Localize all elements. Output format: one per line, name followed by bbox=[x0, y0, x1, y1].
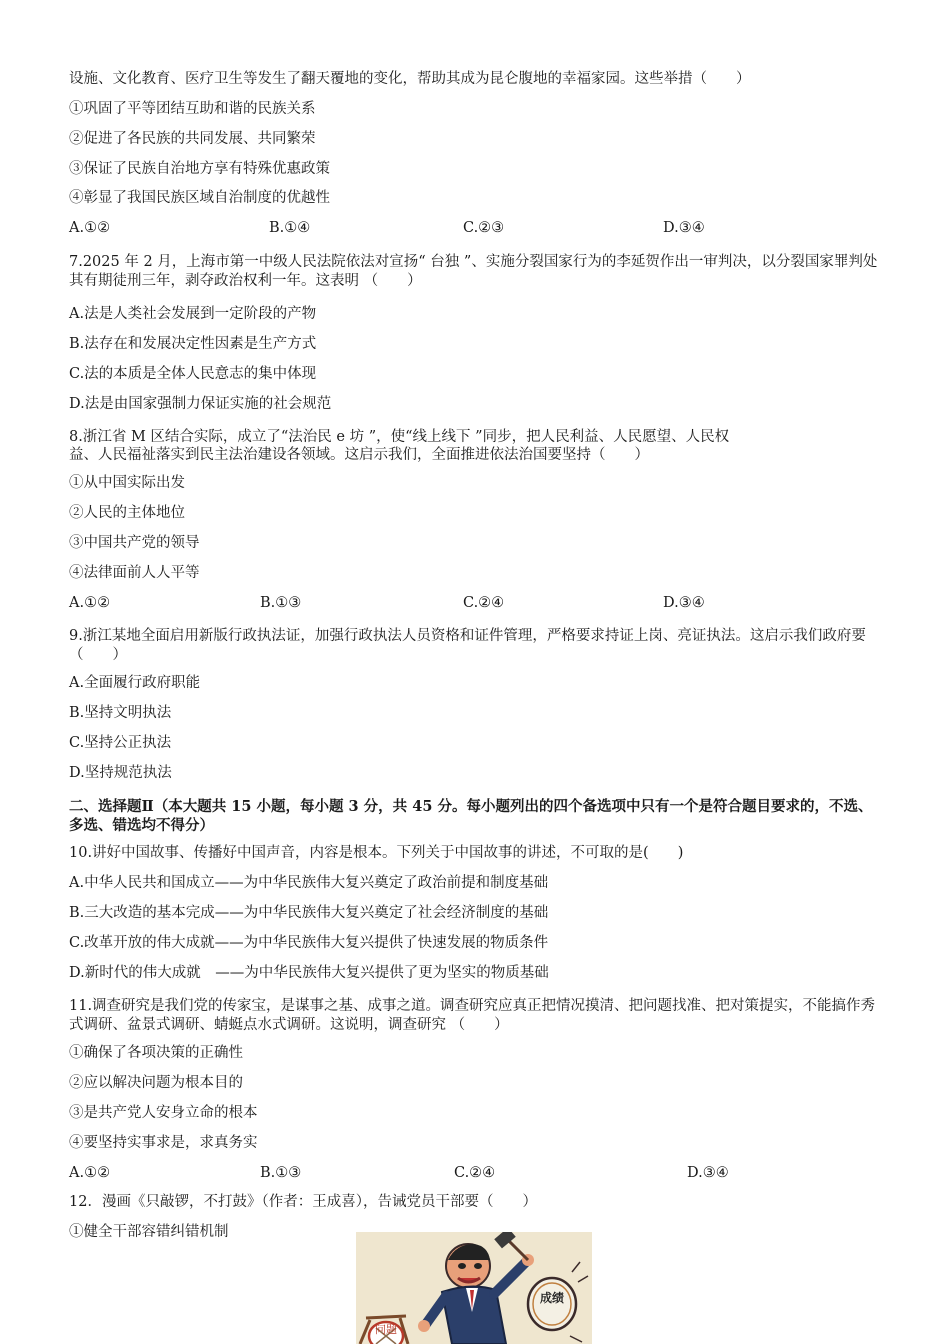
q10-option-a[interactable]: A.中华人民共和国成立——为中华民族伟大复兴奠定了政治前提和制度基础 bbox=[69, 875, 549, 891]
q10-option-b[interactable]: B.三大改造的基本完成——为中华民族伟大复兴奠定了社会经济制度的基础 bbox=[69, 905, 549, 921]
q9-option-a[interactable]: A.全面履行政府职能 bbox=[69, 675, 201, 691]
q7-option-b[interactable]: B.法存在和发展决定性因素是生产方式 bbox=[69, 336, 317, 352]
q9-option-d[interactable]: D.坚持规范执法 bbox=[69, 765, 172, 781]
q7-option-c[interactable]: C.法的本质是全体人民意志的集中体现 bbox=[69, 366, 317, 382]
q8-statement-2: ②人民的主体地位 bbox=[69, 505, 185, 521]
q12-stem: 12．漫画《只敲锣，不打鼓》（作者：王成喜），告诫党员干部要（ ） bbox=[69, 1194, 537, 1210]
q6-statement-1: ①巩固了平等团结互助和谐的民族关系 bbox=[69, 101, 316, 117]
q8-statement-4: ④法律面前人人平等 bbox=[69, 565, 200, 581]
q8-option-b[interactable]: B.①③ bbox=[260, 595, 302, 611]
q6-option-b[interactable]: B.①④ bbox=[269, 220, 311, 236]
section-2-heading: 二、选择题Ⅱ（本大题共 15 小题，每小题 3 分，共 45 分。每小题列出的四个备选项中只有一个是符合题目要求的，不选、多选、错选均不得分） bbox=[69, 798, 873, 834]
q11-stem: 11.调查研究是我们党的传家宝，是谋事之基、成事之道。调查研究应真正把情况摸清、把问题找准、把对策提实，不能搞作秀式调研、盆景式调研、蜻蜓点水式调研。这说明，调查研究 （ ） bbox=[69, 998, 876, 1033]
q6-option-c[interactable]: C.②③ bbox=[463, 220, 505, 236]
q11-option-b[interactable]: B.①③ bbox=[260, 1165, 302, 1181]
q6-stem-continuation: 设施、文化教育、医疗卫生等发生了翻天覆地的变化，帮助其成为昆仑腹地的幸福家园。这些举措（ ） bbox=[69, 71, 751, 87]
q6-option-d[interactable]: D.③④ bbox=[663, 220, 705, 236]
q11-option-d[interactable]: D.③④ bbox=[687, 1165, 729, 1181]
q8-statement-1: ①从中国实际出发 bbox=[69, 475, 185, 491]
q11-statement-1: ①确保了各项决策的正确性 bbox=[69, 1045, 243, 1061]
q10-option-d[interactable]: D.新时代的伟大成就 ——为中华民族伟大复兴提供了更为坚实的物质基础 bbox=[69, 965, 549, 981]
q11-statement-2: ②应以解决问题为根本目的 bbox=[69, 1075, 243, 1091]
q7-stem: 7.2025 年 2 月，上海市第一中级人民法院依法对宣扬“ 台独 ”、实施分裂国家行为的李延贺作出一审判决，以分裂国家罪判处其有期徒刑三年，剥夺政治权利一年。这表明 （ ） bbox=[69, 254, 878, 289]
cartoon-gong-label: 问题 bbox=[375, 1323, 397, 1336]
q6-statement-2: ②促进了各民族的共同发展、共同繁荣 bbox=[69, 131, 316, 147]
q6-statement-4: ④彰显了我国民族区域自治制度的优越性 bbox=[69, 190, 330, 206]
q11-statement-4: ④要坚持实事求是，求真务实 bbox=[69, 1135, 258, 1151]
q10-option-c[interactable]: C.改革开放的伟大成就——为中华民族伟大复兴提供了快速发展的物质条件 bbox=[69, 935, 549, 951]
q11-option-a[interactable]: A.①② bbox=[69, 1165, 111, 1181]
q6-option-a[interactable]: A.①② bbox=[69, 220, 111, 236]
q7-option-d[interactable]: D.法是由国家强制力保证实施的社会规范 bbox=[69, 396, 332, 412]
q11-option-c[interactable]: C.②④ bbox=[454, 1165, 496, 1181]
q6-statement-3: ③保证了民族自治地方享有特殊优惠政策 bbox=[69, 161, 330, 177]
q8-option-c[interactable]: C.②④ bbox=[463, 595, 505, 611]
q8-stem-line-1: 8.浙江省 M 区结合实际，成立了“法治民 e 坊 ”，使“线上线下 ”同步，把人民利益、人民愿望、人民权 bbox=[69, 429, 730, 445]
q9-stem: 9.浙江某地全面启用新版行政执法证，加强行政执法人员资格和证件管理，严格要求持证上岗、亮证执法。这启示我们政府要 （ ） bbox=[69, 628, 866, 663]
q9-option-b[interactable]: B.坚持文明执法 bbox=[69, 705, 172, 721]
q8-statement-3: ③中国共产党的领导 bbox=[69, 535, 200, 551]
q11-statement-3: ③是共产党人安身立命的根本 bbox=[69, 1105, 258, 1121]
q8-stem-line-2: 益、人民福祉落实到民主法治建设各领域。这启示我们，全面推进依法治国要坚持（ ） bbox=[69, 447, 649, 463]
cartoon-drum-label: 成绩 bbox=[539, 1291, 565, 1305]
cartoon-illustration bbox=[356, 1232, 592, 1344]
cartoon-image bbox=[356, 1232, 592, 1344]
q9-option-c[interactable]: C.坚持公正执法 bbox=[69, 735, 172, 751]
q7-option-a[interactable]: A.法是人类社会发展到一定阶段的产物 bbox=[69, 306, 317, 322]
q12-statement-1: ①健全干部容错纠错机制 bbox=[69, 1224, 229, 1240]
q8-option-a[interactable]: A.①② bbox=[69, 595, 111, 611]
q8-option-d[interactable]: D.③④ bbox=[663, 595, 705, 611]
q10-stem: 10.讲好中国故事、传播好中国声音，内容是根本。下列关于中国故事的讲述，不可取的是( ) bbox=[69, 845, 684, 861]
